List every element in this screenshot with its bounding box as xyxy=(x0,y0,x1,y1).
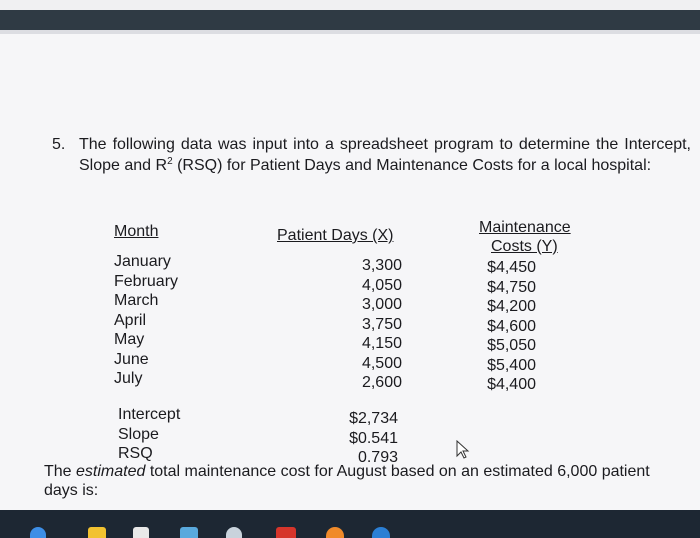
patient-days-cell: 4,150 xyxy=(361,335,402,352)
maintenance-cost-cell: $4,600 xyxy=(487,317,536,335)
month-cell: March xyxy=(114,292,159,309)
patient-days-cell: 3,000 xyxy=(361,296,402,313)
network-icon[interactable] xyxy=(180,527,198,538)
taskbar xyxy=(0,510,700,538)
intercept-label: Intercept xyxy=(118,406,181,423)
gear-icon[interactable] xyxy=(226,527,242,538)
calculator-icon[interactable] xyxy=(133,527,149,538)
browser-icon[interactable] xyxy=(326,527,344,538)
final-question-prefix: The xyxy=(44,463,77,480)
rsq-label: RSQ xyxy=(118,445,153,462)
regression-stat-values xyxy=(338,409,398,468)
file-explorer-icon[interactable] xyxy=(88,527,106,538)
r-squared-superscript: 2 xyxy=(167,156,173,167)
patient-days-cell: 3,750 xyxy=(361,315,402,333)
maintenance-cost-cell: $4,400 xyxy=(487,376,536,393)
header-patient-days: Patient Days (X) xyxy=(277,227,394,244)
month-cell: July xyxy=(114,370,143,387)
pdf-icon[interactable] xyxy=(276,527,296,538)
window-top-bar xyxy=(0,0,700,34)
patient-days-cell: 2,600 xyxy=(361,374,402,391)
patient-days-cell: 4,500 xyxy=(361,354,402,372)
maintenance-cost-cell: $5,050 xyxy=(487,337,536,354)
month-column xyxy=(114,252,178,389)
intercept-value: $2,734 xyxy=(349,410,398,427)
maintenance-cost-cell: $5,400 xyxy=(487,356,536,374)
month-cell: January xyxy=(114,253,171,270)
month-cell: June xyxy=(114,350,149,368)
header-maintenance-line1: Maintenance xyxy=(479,219,571,236)
month-cell: May xyxy=(114,331,145,348)
slope-value: $0.541 xyxy=(349,429,398,447)
month-cell: April xyxy=(114,311,147,329)
mouse-cursor-icon xyxy=(455,440,471,460)
maintenance-costs-column xyxy=(470,258,536,395)
question-intro-text-2: (RSQ) for Patient Days and Maintenance Costs for a local hospital: xyxy=(172,157,652,174)
month-cell: February xyxy=(114,272,179,290)
maintenance-cost-cell: $4,200 xyxy=(487,298,536,315)
regression-stat-labels xyxy=(118,405,180,464)
patient-days-column xyxy=(340,256,402,393)
slope-label: Slope xyxy=(118,425,159,443)
final-question-rest: total maintenance cost for August based on an estimated 6,000 patient days is: xyxy=(44,463,650,499)
chrome-icon[interactable] xyxy=(30,527,46,538)
patient-days-cell: 3,300 xyxy=(361,257,402,274)
patient-days-cell: 4,050 xyxy=(361,276,402,294)
final-question xyxy=(44,462,674,500)
header-maintenance-line2: Costs (Y) xyxy=(491,238,558,255)
question-intro-text: The following data was input into a spreadsheet program to determine the Intercept, Slope and R xyxy=(79,136,691,174)
final-question-emphasis: estimated xyxy=(76,463,146,480)
maintenance-cost-cell: $4,450 xyxy=(487,259,536,276)
edge-icon[interactable] xyxy=(372,527,390,538)
question-number: 5. xyxy=(52,136,66,153)
rsq-value: 0.793 xyxy=(357,449,398,466)
header-month: Month xyxy=(114,223,159,240)
question-intro xyxy=(79,134,691,176)
maintenance-cost-cell: $4,750 xyxy=(487,278,536,296)
